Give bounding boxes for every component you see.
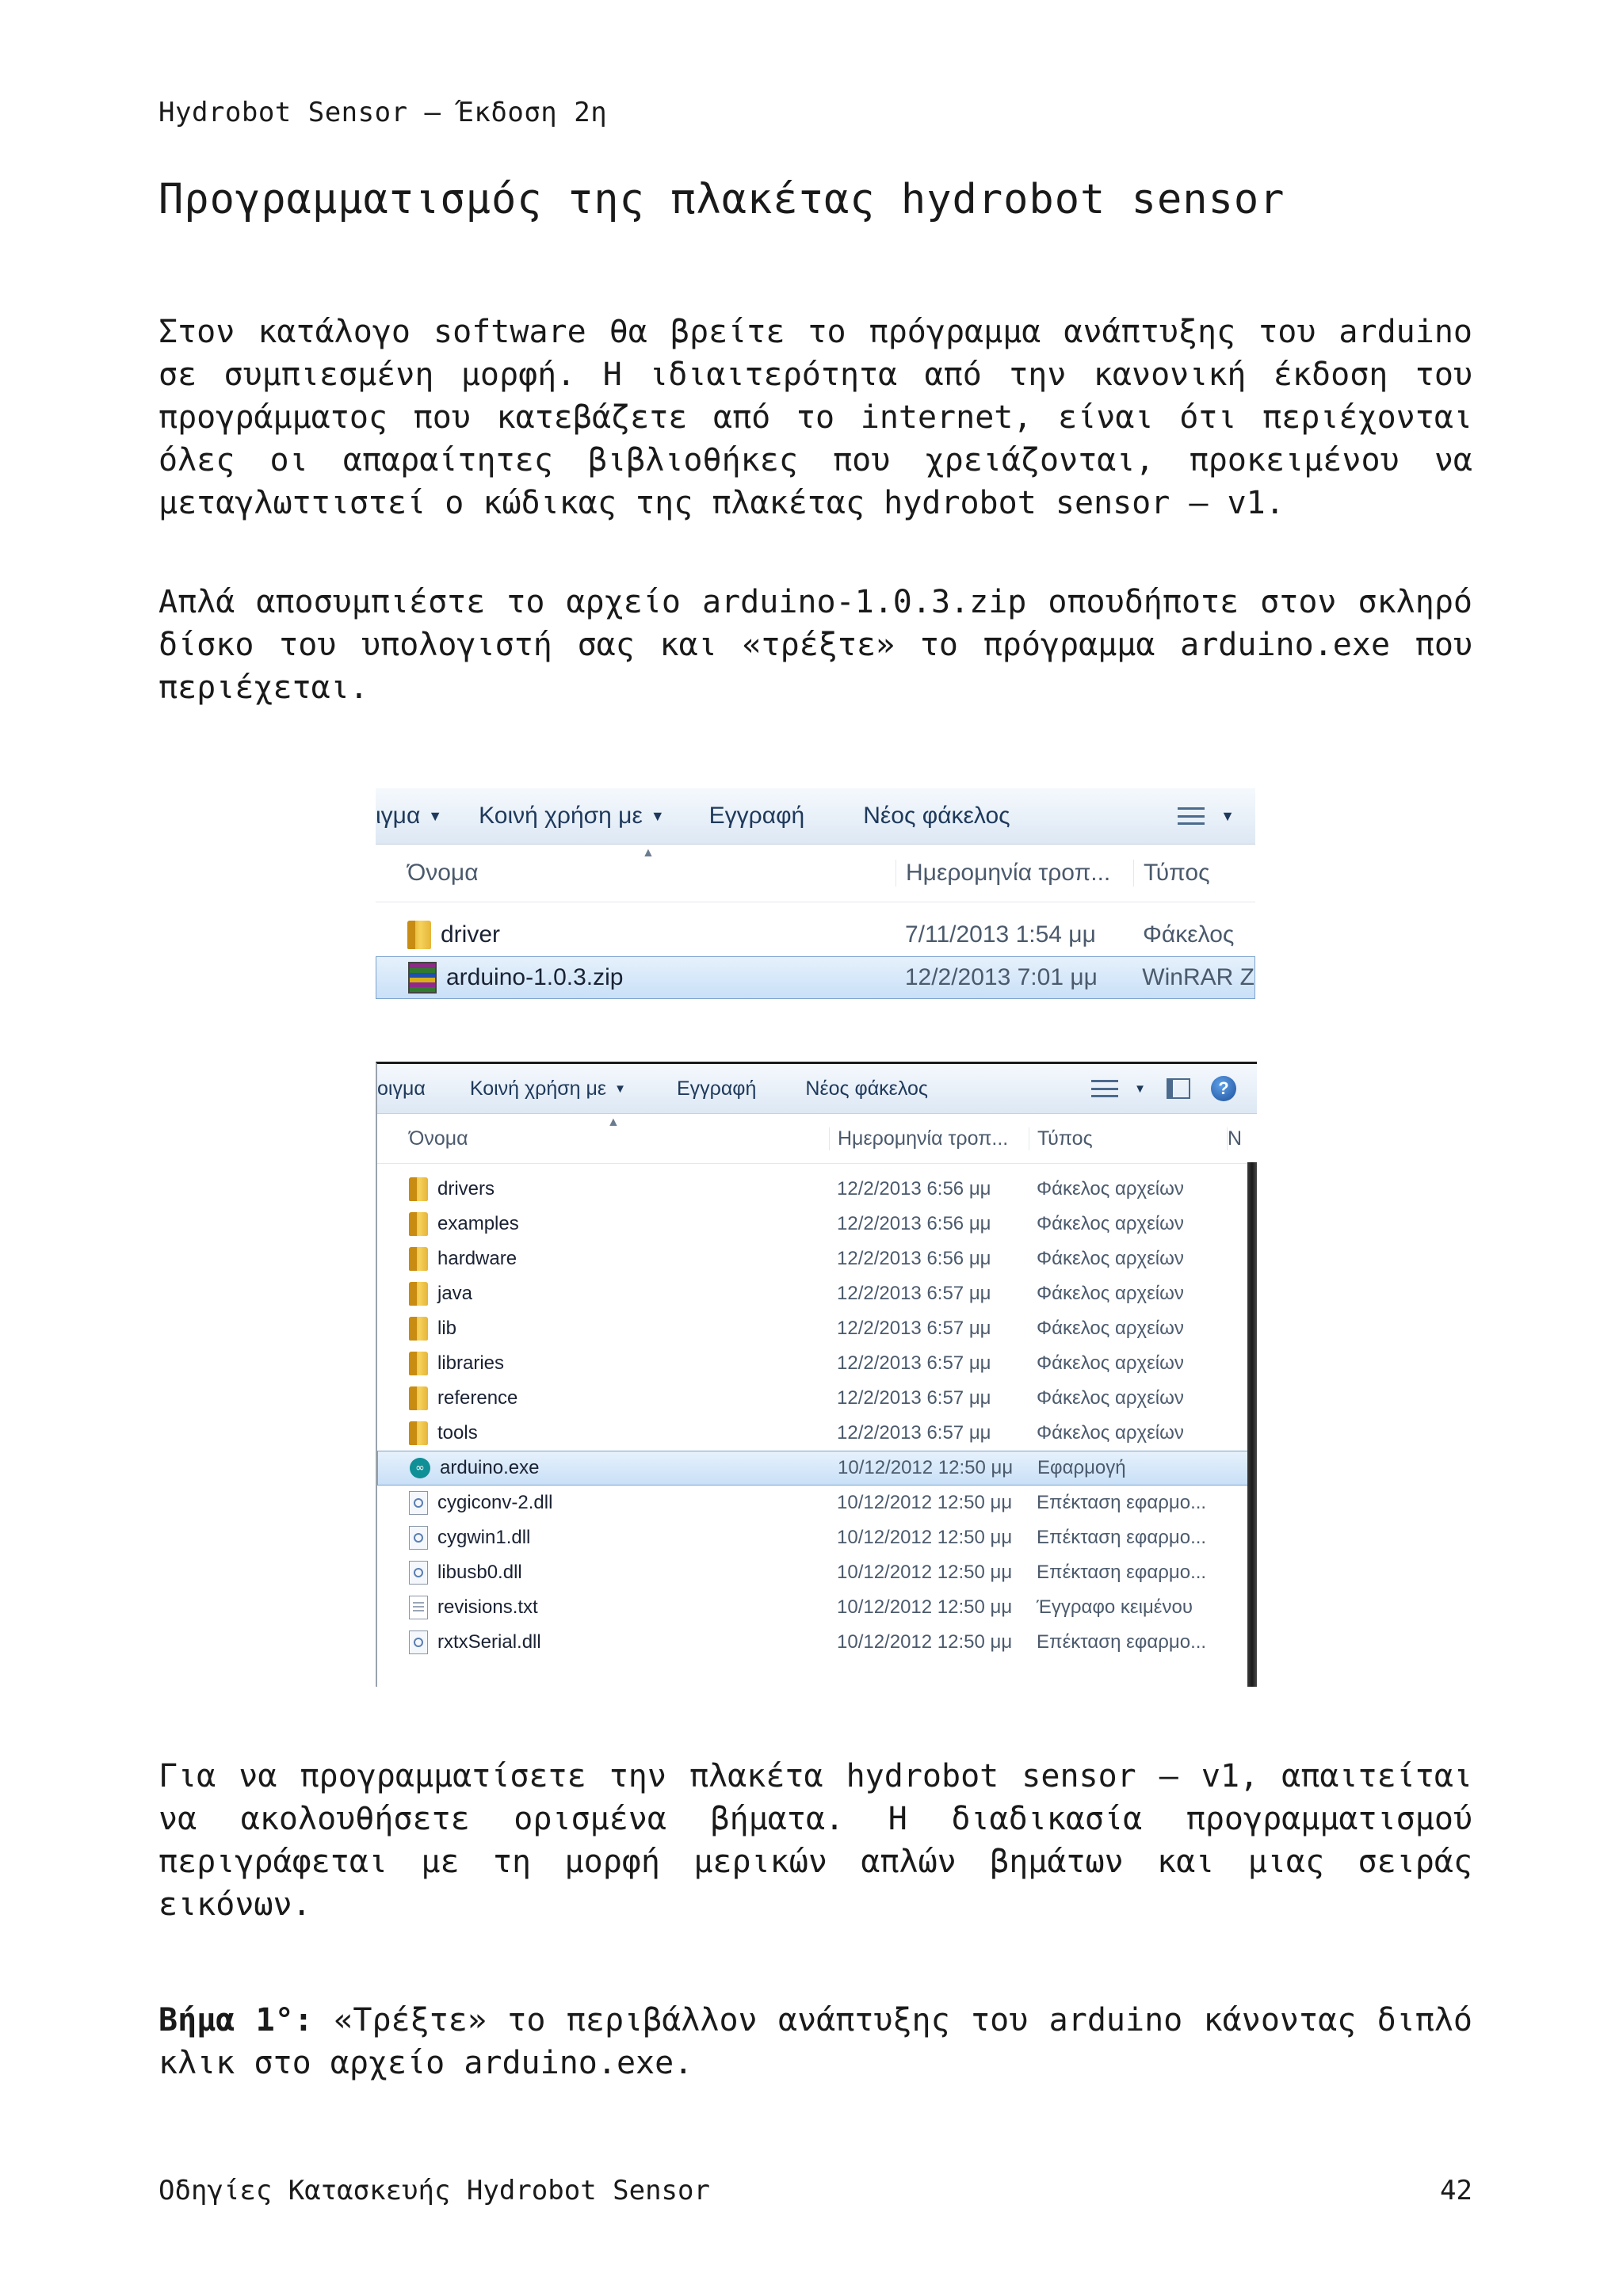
folder-icon [409, 1386, 428, 1410]
file-date: 12/2/2013 6:56 μμ [837, 1178, 991, 1199]
folder-icon [409, 1421, 428, 1445]
file-type: Φάκελος αρχείων [1037, 1422, 1184, 1444]
file-type: Φάκελος [1143, 921, 1235, 948]
column-header-row [377, 1114, 1257, 1164]
dll-file-icon [409, 1561, 428, 1585]
column-type[interactable]: Τύπος [1133, 860, 1255, 887]
dropdown-arrow-icon: ▼ [614, 1081, 626, 1096]
burn-button[interactable]: Εγγραφή [676, 1077, 757, 1100]
file-row[interactable] [377, 1520, 1257, 1555]
file-row[interactable] [377, 1590, 1257, 1625]
explorer-toolbar [376, 788, 1255, 845]
file-type: Επέκταση εφαρμο... [1037, 1562, 1207, 1583]
folder-icon [409, 1352, 428, 1375]
column-name[interactable]: Όνομα [409, 1127, 468, 1150]
file-row[interactable] [377, 1555, 1257, 1590]
intro-paragraph: Στον κατάλογο software θα βρείτε το πρόγραμμα ανάπτυξης του arduino σε συμπιεσμένη μορφή. Η ιδιαιτερότητα από την κανονική έκδοση του προγράμματος που κατεβάζετε από το internet, είναι ότι περιέχονται όλες οι απαραίτητες βιβλιοθήκες που χρειάζονται, προκειμένου να μεταγλωττιστεί ο κώδικας της πλακέτας hydrobot sensor – v1. [158, 314, 1472, 521]
view-options-button[interactable] [1091, 1080, 1146, 1097]
file-row[interactable] [377, 1486, 1257, 1520]
column-size[interactable]: Ν [1227, 1127, 1257, 1150]
file-date: 10/12/2012 12:50 μμ [837, 1492, 1013, 1513]
file-name: libraries [437, 1352, 505, 1374]
view-list-icon [1178, 807, 1205, 825]
file-name: hardware [437, 1248, 517, 1269]
page-number: 42 [1440, 2175, 1472, 2206]
file-date: 12/2/2013 6:57 μμ [837, 1352, 991, 1374]
file-date: 7/11/2013 1:54 μμ [905, 921, 1096, 948]
file-row-selected[interactable] [377, 1451, 1257, 1486]
column-date-modified[interactable]: Ημερομηνία τροπ... [829, 1127, 1029, 1150]
file-date: 12/2/2013 6:57 μμ [837, 1387, 991, 1409]
file-name: rxtxSerial.dll [437, 1631, 541, 1653]
file-date: 12/2/2013 6:56 μμ [837, 1248, 991, 1269]
file-name: cygwin1.dll [437, 1527, 531, 1548]
step-1-text: «Τρέξτε» το περιβάλλον ανάπτυξης του arduino κάνοντας διπλό κλικ στο αρχείο arduino.exe. [158, 2002, 1473, 2081]
organize-menu[interactable]: ιγμα ▼ [376, 803, 443, 829]
file-row[interactable] [377, 1625, 1257, 1660]
file-date: 12/2/2013 6:56 μμ [837, 1213, 991, 1234]
file-row[interactable] [377, 1346, 1257, 1381]
file-type: Φάκελος αρχείων [1037, 1318, 1184, 1339]
help-icon[interactable]: ? [1211, 1076, 1236, 1101]
file-row[interactable] [377, 1276, 1257, 1311]
file-row[interactable] [377, 1381, 1257, 1416]
file-name: drivers [437, 1178, 495, 1199]
file-name: libusb0.dll [437, 1562, 522, 1583]
file-name: cygiconv-2.dll [437, 1492, 553, 1513]
file-date: 10/12/2012 12:50 μμ [838, 1457, 1014, 1478]
file-list [377, 1172, 1257, 1660]
file-date: 10/12/2012 12:50 μμ [837, 1596, 1013, 1618]
file-type: Φάκελος αρχείων [1037, 1352, 1184, 1374]
file-name: arduino.exe [440, 1457, 540, 1478]
dll-file-icon [409, 1526, 428, 1550]
new-folder-button[interactable]: Νέος φάκελος [863, 803, 1010, 829]
folder-icon [409, 1282, 428, 1306]
folder-icon [409, 1317, 428, 1341]
vertical-scrollbar[interactable] [1247, 1162, 1257, 1687]
arduino-app-icon: ∞ [410, 1458, 430, 1478]
footer-title: Οδηγίες Κατασκευής Hydrobot Sensor [158, 2175, 710, 2206]
folder-icon [409, 1212, 428, 1236]
view-list-icon [1091, 1080, 1118, 1097]
file-date: 10/12/2012 12:50 μμ [837, 1527, 1013, 1548]
file-row[interactable] [377, 1416, 1257, 1451]
file-type: Επέκταση εφαρμο... [1037, 1492, 1207, 1513]
view-options-button[interactable] [1178, 807, 1235, 825]
file-type: Έγγραφο κειμένου [1037, 1596, 1193, 1618]
file-date: 12/2/2013 6:57 μμ [837, 1283, 991, 1304]
dropdown-arrow-icon: ▼ [1220, 807, 1235, 824]
file-name: lib [437, 1318, 457, 1339]
new-folder-button[interactable]: Νέος φάκελος [805, 1077, 928, 1100]
column-header-row [376, 845, 1255, 902]
page-title: Προγραμματισμός της πλακέτας hydrobot sensor [158, 176, 1285, 223]
file-row[interactable] [377, 1241, 1257, 1276]
file-type: Φάκελος αρχείων [1037, 1248, 1184, 1269]
text-file-icon [409, 1596, 428, 1619]
column-type[interactable]: Τύπος [1029, 1127, 1227, 1150]
file-row[interactable] [377, 1311, 1257, 1346]
sort-ascending-icon: ▲ [607, 1116, 620, 1129]
sort-ascending-icon: ▲ [642, 846, 655, 860]
file-type: Επέκταση εφαρμο... [1037, 1527, 1207, 1548]
file-type: Εφαρμογή [1037, 1457, 1126, 1478]
file-date: 12/2/2013 7:01 μμ [904, 964, 1098, 990]
file-type: Επέκταση εφαρμο... [1037, 1631, 1207, 1653]
file-date: 10/12/2012 12:50 μμ [837, 1631, 1013, 1653]
file-type: Φάκελος αρχείων [1037, 1387, 1184, 1409]
dropdown-arrow-icon: ▼ [1134, 1081, 1146, 1096]
step-1-paragraph [158, 1999, 1472, 2084]
organize-menu[interactable]: οιγμα [377, 1077, 426, 1100]
file-row-selected[interactable] [376, 956, 1255, 999]
file-type: Φάκελος αρχείων [1037, 1283, 1184, 1304]
file-row[interactable] [376, 913, 1255, 956]
file-name: revisions.txt [437, 1596, 538, 1618]
file-row[interactable] [377, 1172, 1257, 1207]
share-menu[interactable]: Κοινή χρήση με ▼ [479, 803, 665, 829]
file-name: examples [437, 1213, 519, 1234]
explorer-window-arduino-folder [376, 1062, 1257, 1687]
winrar-archive-icon [408, 962, 437, 994]
page-header: Hydrobot Sensor – Έκδοση 2η [158, 97, 608, 128]
file-type: Φάκελος αρχείων [1037, 1213, 1184, 1234]
steps-intro-paragraph: Για να προγραμματίσετε την πλακέτα hydrobot sensor – v1, απαιτείται να ακολουθήσετε ορισμένα βήματα. Η διαδικασία προγραμματισμού περιγράφεται με τη μορφή μερικών απλών βημάτων και μιας σειράς εικόνων. [158, 1758, 1472, 1923]
dropdown-arrow-icon: ▼ [650, 807, 665, 824]
file-name: arduino-1.0.3.zip [446, 964, 624, 990]
explorer-toolbar [377, 1064, 1257, 1114]
folder-icon [407, 921, 431, 949]
file-name: java [437, 1283, 473, 1304]
explorer-window-archive [376, 788, 1255, 1039]
page-footer [158, 2175, 1472, 2206]
file-name: driver [441, 921, 501, 948]
file-type: WinRAR Z [1142, 964, 1254, 990]
preview-pane-icon[interactable] [1167, 1078, 1190, 1099]
file-date: 12/2/2013 6:57 μμ [837, 1422, 991, 1444]
column-name[interactable]: Όνομα [407, 860, 479, 886]
folder-icon [409, 1247, 428, 1271]
step-1-label: Βήμα 1°: [158, 2002, 313, 2039]
share-menu[interactable]: Κοινή χρήση με ▼ [469, 1077, 626, 1100]
file-row[interactable] [377, 1207, 1257, 1241]
unzip-paragraph: Απλά αποσυμπιέστε το αρχείο arduino-1.0.3.zip οπουδήποτε στον σκληρό δίσκο του υπολογιστή σας και «τρέξτε» το πρόγραμμα arduino.exe που περιέχεται. [158, 584, 1472, 706]
burn-button[interactable]: Εγγραφή [708, 803, 805, 829]
file-date: 10/12/2012 12:50 μμ [837, 1562, 1013, 1583]
file-name: tools [437, 1422, 478, 1444]
dll-file-icon [409, 1491, 428, 1515]
dropdown-arrow-icon: ▼ [428, 807, 443, 824]
column-date-modified[interactable]: Ημερομηνία τροπ... [896, 860, 1133, 887]
file-date: 12/2/2013 6:57 μμ [837, 1318, 991, 1339]
file-type: Φάκελος αρχείων [1037, 1178, 1184, 1199]
dll-file-icon [409, 1630, 428, 1654]
file-name: reference [437, 1387, 518, 1409]
folder-icon [409, 1177, 428, 1201]
